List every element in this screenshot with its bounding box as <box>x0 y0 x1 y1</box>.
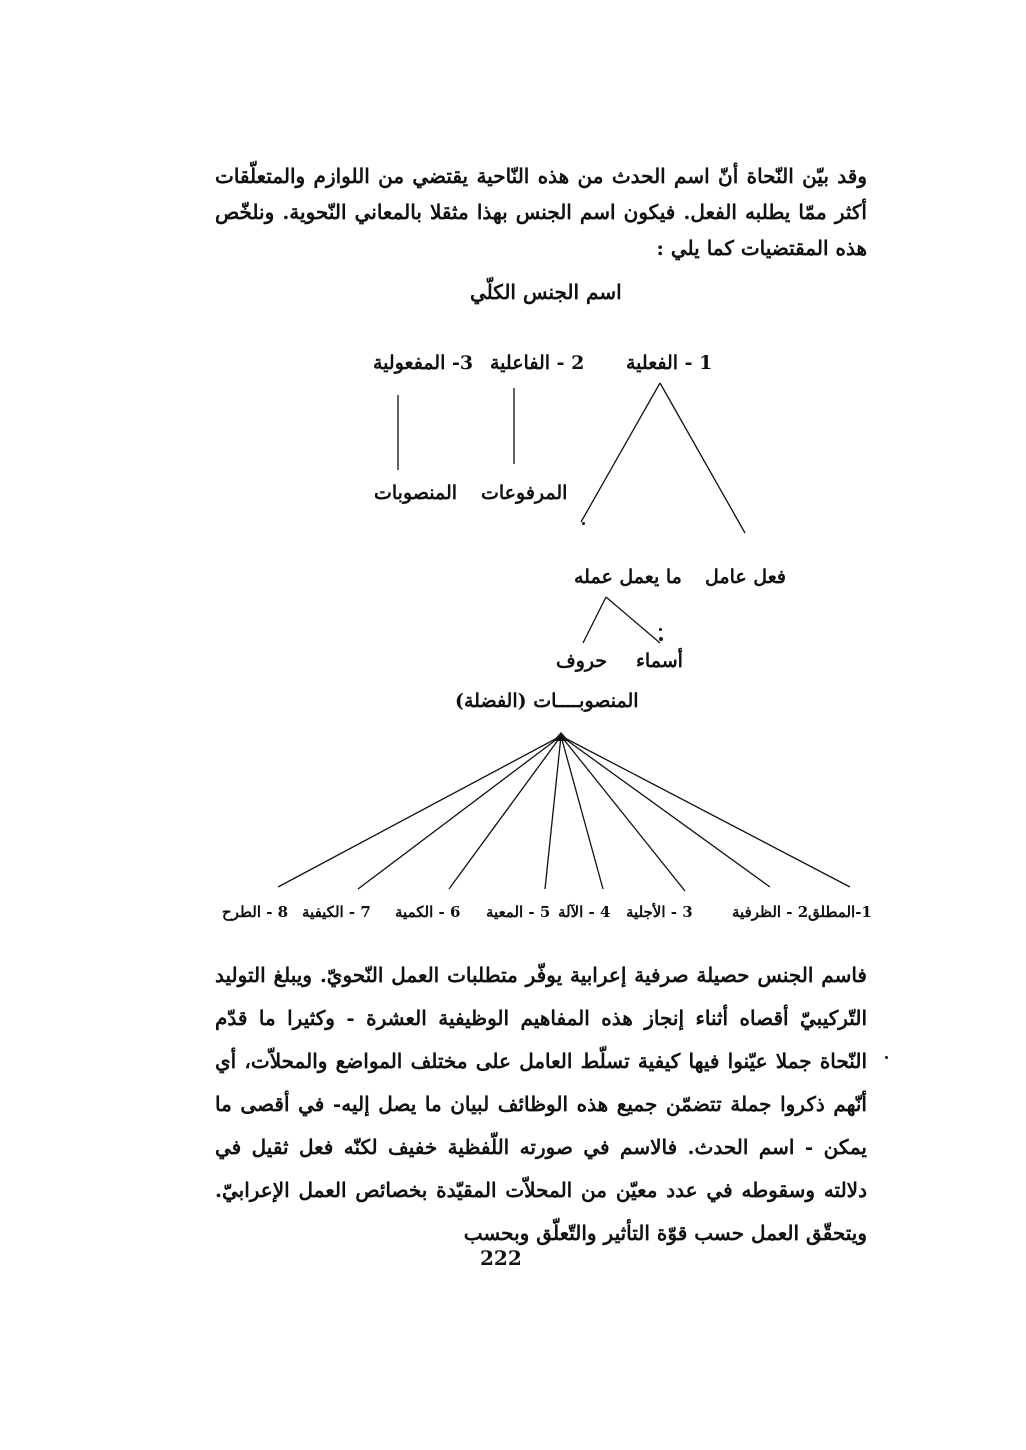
stray-dot <box>582 522 585 525</box>
category-3: 3 - الأجلية <box>626 903 693 921</box>
node-fil-amil: فعل عامل <box>705 566 786 588</box>
category-4: 4 - الآلة <box>558 903 611 921</box>
stray-dot <box>885 1056 888 1059</box>
tree2-root: المنصوبــــات (الفضلة) <box>455 690 639 712</box>
line-huruf <box>583 597 606 643</box>
branch-failiyya: 2 - الفاعلية <box>490 352 585 374</box>
category-1: 1-المطلق <box>808 903 872 921</box>
stray-dot <box>659 628 662 631</box>
intro-paragraph: وقد بيّن النّحاة أنّ اسم الحدث من هذه النّاحية يقتضي من اللوازم والمتعلّقات أكثر ممّا يطلبه الفعل. فيكون اسم الجنس بهذا مثقلا بالمعاني النّحوية. ونلخّص هذه المقتضيات كما يلي : <box>215 164 867 260</box>
category-2: 2 - الظرفية <box>732 903 809 921</box>
line-filiyya-left <box>581 383 660 522</box>
fan-apex-arrow <box>553 732 569 741</box>
branch-mafuliyya: 3- المفعولية <box>373 352 474 374</box>
tree1-root: اسم الجنس الكلّي <box>470 280 622 304</box>
line-filiyya-right <box>660 383 745 533</box>
line-asma <box>606 597 660 643</box>
page-number: 222 <box>480 1246 522 1270</box>
node-huruf: حروف <box>556 650 608 672</box>
node-marfuat: المرفوعات <box>481 482 568 504</box>
fan-lines <box>278 736 850 891</box>
stray-dot <box>659 637 663 641</box>
branch-filiyya: 1 - الفعلية <box>626 352 713 374</box>
node-ma-yamal: ما يعمل عمله <box>574 566 682 588</box>
body-paragraph: فاسم الجنس حصيلة صرفية إعرابية يوفّر متطلبات العمل النّحويّ. ويبلغ التوليد التّركيبيّ أقصاه أثناء إنجاز هذه المفاهيم الوظيفية العشرة - وكثيرا ما قدّم النّحاة جملا عيّنوا فيها كيفية تسلّط العامل على مختلف المواضع والمحلاّت، أي أنّهم ذكروا جملة تتضمّن جميع هذه الوظائف لبيان ما يصل إليه- في أقصى ما يمكن - اسم الحدث. فالاسم في صورته اللّفظية خفيف لكنّه فعل ثقيل في دلالته وسقوطه في عدد معيّن من المحلاّت المقيّدة بخصائص العمل الإعرابيّ. ويتحقّق العمل حسب قوّة التأثير والتّعلّق وبحسب <box>215 963 867 1245</box>
category-7: 7 - الكيفية <box>302 903 371 921</box>
node-asma: أسماء <box>636 650 683 672</box>
category-8: 8 - الطرح <box>222 903 289 921</box>
category-5: 5 - المعية <box>486 903 551 921</box>
node-mansubat: المنصوبات <box>374 482 458 504</box>
category-6: 6 - الكمية <box>395 903 461 921</box>
